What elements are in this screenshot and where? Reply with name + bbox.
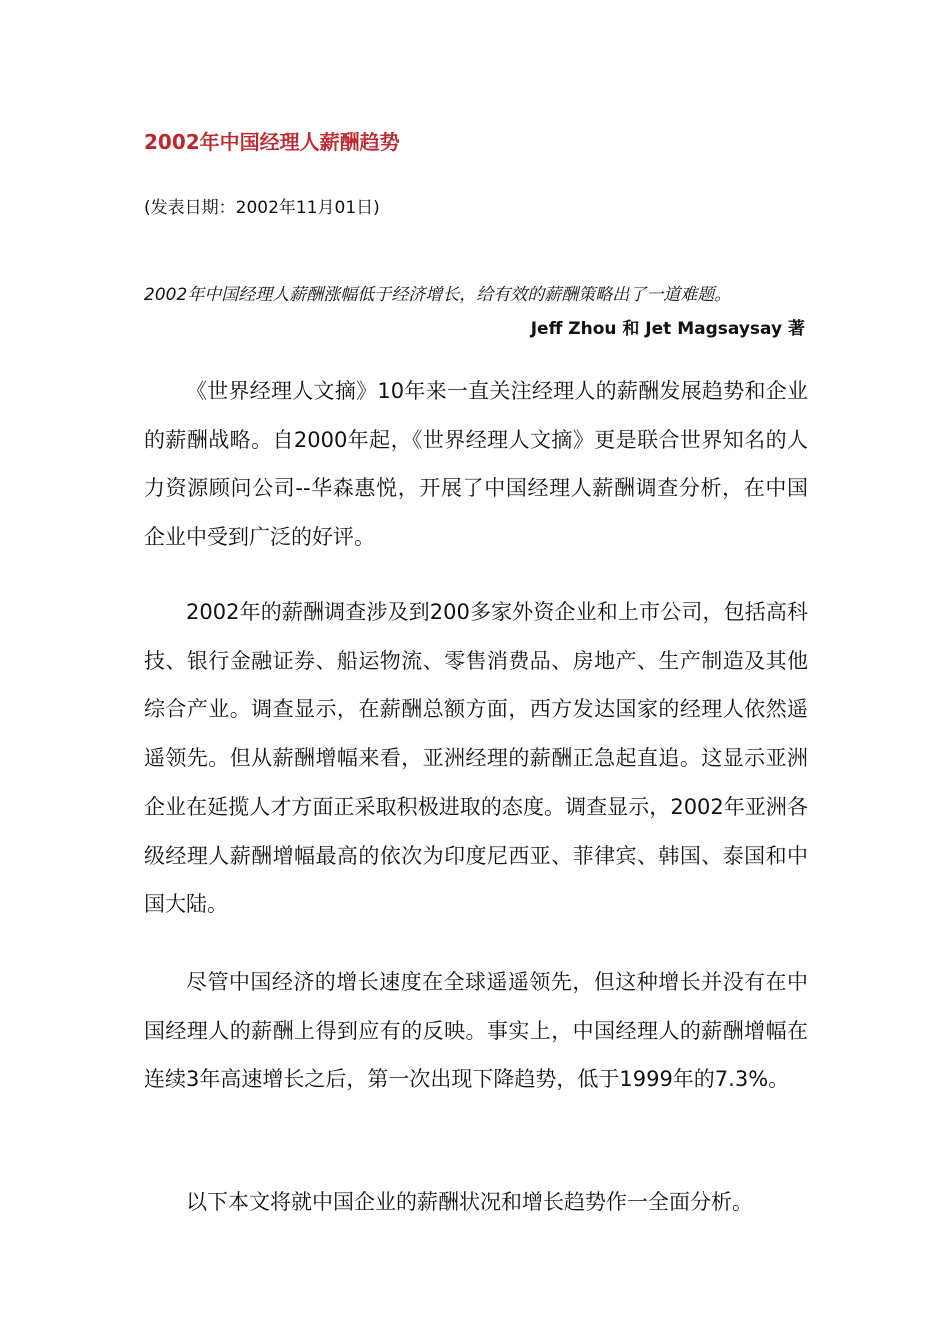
body-paragraph-4: 以下本文将就中国企业的薪酬状况和增长趋势作一全面分析。 [186,1190,753,1214]
body-paragraph-3: 尽管中国经济的增长速度在全球遥遥领先，但这种增长并没有在中国经理人的薪酬上得到应有的反映。事实上，中国经理人的薪酬增幅在连续3年高速增长之后，第一次出现下降趋势，低于1999年的7.3%。 [144,970,808,1092]
article-title: 2002年中国经理人薪酬趋势 [144,130,400,154]
article-lead: 2002年中国经理人薪酬涨幅低于经济增长，给有效的薪酬策略出了一道难题。 [144,285,732,305]
body-paragraph-1: 《世界经理人文摘》10年来一直关注经理人的薪酬发展趋势和企业的薪酬战略。自2000年起，《世界经理人文摘》更是联合世界知名的人力资源顾问公司--华森惠悦，开展了中国经理人薪酬调查分析，在中国企业中受到广泛的好评。 [144,379,808,550]
body-paragraph-2: 2002年的薪酬调查涉及到200多家外资企业和上市公司，包括高科技、银行金融证券、船运物流、零售消费品、房地产、生产制造及其他综合产业。调查显示，在薪酬总额方面，西方发达国家的经理人依然遥遥领先。但从薪酬增幅来看，亚洲经理的薪酬正急起直追。这显示亚洲企业在延揽人才方面正采取积极进取的态度。调查显示，2002年亚洲各级经理人薪酬增幅最高的依次为印度尼西亚、菲律宾、韩国、泰国和中国大陆。 [144,600,808,917]
publish-date: (发表日期：2002年11月01日) [144,198,380,218]
article-author: Jeff Zhou 和 Jet Magsaysay 著 [530,319,805,339]
